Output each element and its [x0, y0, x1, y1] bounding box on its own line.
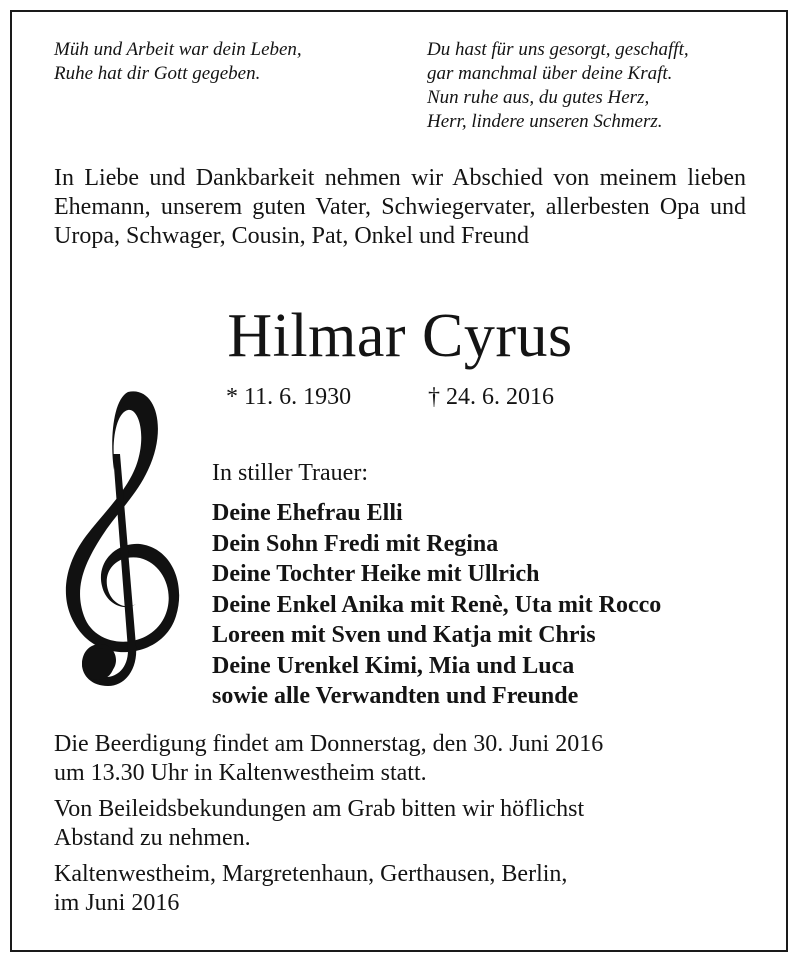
verse-line: Nun ruhe aus, du gutes Herz, — [427, 87, 650, 108]
verse-right — [427, 38, 689, 134]
funeral-info — [54, 730, 603, 788]
funeral-line: um 13.30 Uhr in Kaltenwestheim statt. — [54, 760, 427, 786]
verse-line: Du hast für uns gesorgt, geschafft, — [427, 39, 689, 60]
places-line: Kaltenwestheim, Margretenhaun, Gerthausen, Berlin, — [54, 861, 568, 887]
mourner-line: sowie alle Verwandten und Freunde — [212, 683, 579, 709]
intro-text: In Liebe und Dankbarkeit nehmen wir Abschied von meinem lieben Ehemann, unserem guten Vater, Schwiegervater, allerbesten Opa und Uropa, Schwager, Cousin, Pat, Onkel und Freund — [54, 165, 746, 249]
mourner-line: Deine Urenkel Kimi, Mia und Luca — [212, 652, 575, 679]
mourning-heading: In stiller Trauer: — [212, 460, 368, 486]
mourner-line: Deine Ehefrau Elli — [212, 500, 403, 526]
notice-details — [54, 730, 603, 925]
mourner-line: Dein Sohn Fredi mit Regina — [212, 530, 499, 557]
condolence-line: Abstand zu nehmen. — [54, 825, 251, 851]
treble-clef-icon — [56, 388, 184, 692]
death-date: † 24. 6. 2016 — [428, 384, 554, 410]
places-info — [54, 860, 603, 918]
deceased-name: Hilmar Cyrus — [227, 302, 573, 370]
condolence-line: Von Beileidsbekundungen am Grab bitten wir höflichst — [54, 796, 585, 822]
verse-line: Müh und Arbeit war dein Leben, — [54, 39, 302, 60]
places-line: im Juni 2016 — [54, 890, 180, 916]
mourners-list — [212, 498, 661, 712]
condolence-info — [54, 795, 603, 853]
birth-date: * 11. 6. 1930 — [226, 384, 352, 410]
verse-left — [54, 38, 302, 86]
verse-line: Herr, lindere unseren Schmerz. — [427, 111, 663, 132]
verse-line: Ruhe hat dir Gott gegeben. — [54, 63, 261, 84]
mourner-line: Deine Enkel Anika mit Renè, Uta mit Rocco — [212, 591, 662, 618]
mourner-line: Deine Tochter Heike mit Ullrich — [212, 561, 540, 587]
mourner-line: Loreen mit Sven und Katja mit Chris — [212, 622, 596, 648]
verse-line: gar manchmal über deine Kraft. — [427, 63, 673, 84]
funeral-line: Die Beerdigung findet am Donnerstag, den 30. Juni 2016 — [54, 731, 604, 757]
